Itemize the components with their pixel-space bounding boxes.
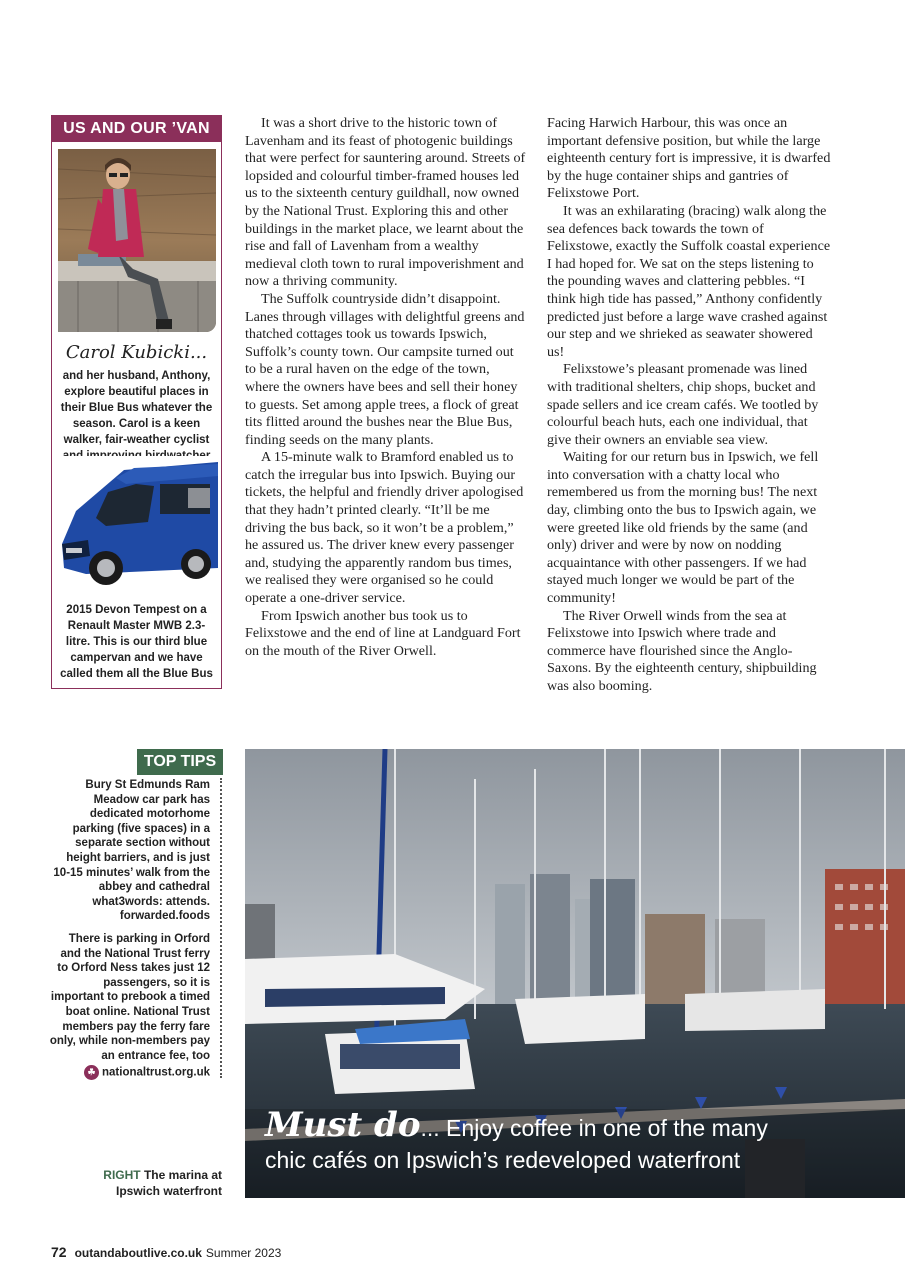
tip-bury-st-edmunds: Bury St Edmunds Ram Meadow car park has dedicated motorhome parking (five spaces) in a separate section without height barriers, and is just 10-15 minutes’ walk from the abbey and cathedral [53, 779, 210, 894]
page-footer [51, 1244, 281, 1260]
author-photo [58, 149, 216, 332]
footer-issue: Summer 2023 [205, 1246, 282, 1260]
author-signature: Carol Kubicki... [65, 342, 208, 363]
tip-orford: There is parking in Orford and the National Trust ferry to Orford Ness takes just 12 passengers, so it is important to prebook a timed boat online. National Trust members pay the ferry fare only, while non-members pay an entrance fee, too [49, 932, 210, 1062]
page-number: 72 [51, 1244, 67, 1260]
national-trust-link[interactable]: nationaltrust.org.uk [102, 1066, 210, 1079]
footer-site: outandaboutlive.co.uk [74, 1246, 202, 1260]
article-column-1 [245, 115, 527, 660]
paragraph: Felixstowe’s pleasant promenade was lined with traditional shelters, chip shops, bucket and spade sellers and ice cream cafés. We tootled by colourful beach huts, each one individual, that give their owners an enviable sea view. [547, 361, 819, 448]
paragraph: From Ipswich another bus took us to Felixstowe and the end of line at Landguard Fort on the mouth of the River Orwell. [245, 607, 521, 659]
must-do-label: Must do [265, 1105, 421, 1145]
top-tips-title: TOP TIPS [137, 749, 223, 775]
photo-caption [60, 1167, 222, 1199]
paragraph: The River Orwell winds from the sea at Felixstowe into Ipswich where trade and commerce have flourished since the Anglo-Saxons. By the eighteenth century, shipbuilding was also booming. [547, 607, 817, 694]
sidebar-title: US AND OUR ’VAN [52, 116, 221, 142]
campervan-photo [56, 456, 218, 594]
caption-text: The marina at Ipswich waterfront [115, 1168, 222, 1198]
author-bio: and her husband, Anthony, explore beautiful places in their Blue Bus whatever the season. Carol is a keen walker, fair-weather cyclist [60, 370, 213, 446]
paragraph: Facing Harwich Harbour, this was once an important defensive position, but while the large eighteenth century fort is impressive, it is dwarfed by the huge container ships and gantries of Felixstowe Port. [547, 115, 831, 202]
national-trust-link-row[interactable] [48, 1065, 210, 1080]
campervan-description: 2015 Devon Tempest on a Renault Master MWB 2.3-litre. This is our third blue campervan and we have called them all the Blue Bus [60, 604, 213, 680]
us-and-our-van-box [51, 115, 222, 689]
paragraph: The Suffolk countryside didn’t disappoint. Lanes through villages with delightful greens and thatched cottages took us towards Ipswich, Suffolk’s county town. Our campsite turned out to be a rural haven on the edge of the town, where the owners have bees and sell their honey to guests. Set among apple trees, a flock of great tits flitted around the bushes near the Blue Bus, finding seeds on the many plants. [245, 290, 525, 448]
tip-what3words: what3words: attends. forwarded.foods [92, 895, 210, 923]
article-column-2 [547, 115, 832, 696]
national-trust-icon: ☘ [84, 1065, 99, 1080]
paragraph: It was a short drive to the historic town of Lavenham and its feast of photogenic buildings that were perfect for sauntering around. Streets of lopsided and colourful timber-framed houses led us to the sixteenth century guildhall, now owned by the National Trust. Exploring this and other buildings in the market place, we learnt about the rise and fall of Lavenham from a wealthy medieval cloth town to rural impoverishment and now a thriving community. [245, 115, 526, 290]
overlay-line-1 [265, 1105, 885, 1145]
top-tips-box [48, 778, 222, 1078]
paragraph: Waiting for our return bus in Ipswich, we fell into conversation with a chatty local who remembered us from the morning bus! The next day, climbing onto the bus to Ipswich again, we were greeted like old friends by the same (and only) driver and were by now on nodding acquaintance with other passengers. If we had stayed much longer we would be part of the community! [547, 449, 819, 607]
caption-label: RIGHT [103, 1168, 141, 1182]
paragraph: A 15-minute walk to Bramford enabled us to catch the irregular bus into Ipswich. Buying our tickets, the helpful and friendly driver apologised that they hadn’t printed clearly. “It’ll be me driving the bus back, so it won’t be a problem,” he assured us. The driver knew every passenger and, studying the apparently random bus times, we realised they were organised so he could operate a one-driver service. [245, 449, 524, 607]
overlay-line-1-text: ... Enjoy coffee in one of the many [420, 1115, 768, 1141]
paragraph: It was an exhilarating (bracing) walk along the sea defences back towards the town of Felixstowe, exactly the Suffolk coastal experience I had hoped for. We sat on the steps listening to the pounding waves and clattering pebbles. “I think high tide has passed,” Anthony confidently predicted just before a large wave crashed against our step and we shrieked as seawater showered us! [547, 202, 831, 360]
overlay-line-2: chic cafés on Ipswich’s redeveloped waterfront [265, 1147, 741, 1173]
must-do-overlay [265, 1105, 885, 1175]
